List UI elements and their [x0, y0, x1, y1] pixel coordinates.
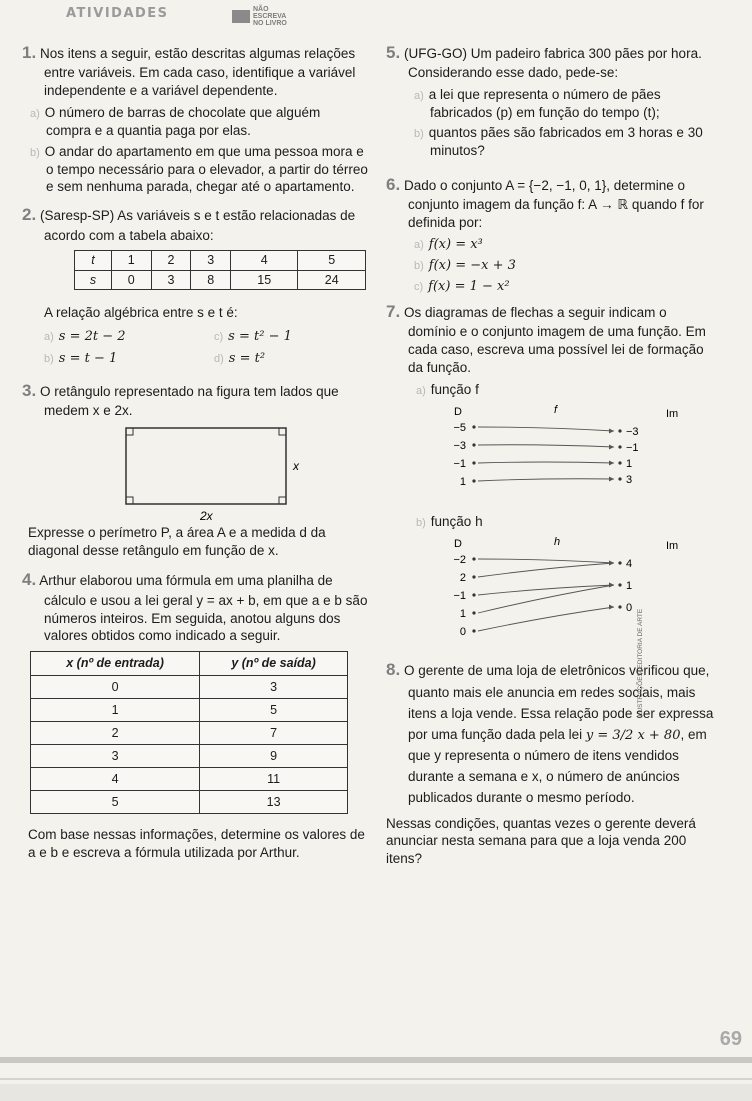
image-value: 3 — [626, 473, 633, 486]
domain-value: −2 — [453, 553, 466, 566]
domain-label: D — [454, 537, 462, 550]
table-row — [31, 790, 348, 813]
image-value: 4 — [626, 557, 633, 570]
question-5 — [386, 42, 714, 82]
function-item: a) f(x) = x³ — [414, 236, 483, 252]
image-value: −1 — [626, 441, 639, 454]
table-cell: 2 — [151, 251, 191, 271]
image-value: 1 — [626, 579, 633, 592]
q4-question: Com base nessas informações, determine os valores de a e b e escreva a fórmula utilizada por Arthur. — [28, 826, 365, 860]
footer-line — [0, 1078, 752, 1080]
right-angle-mark — [126, 428, 133, 435]
mapping-arrow — [478, 444, 614, 446]
domain-dot — [472, 479, 475, 482]
rectangle-figure — [90, 422, 350, 522]
table-cell: 7 — [200, 721, 348, 744]
image-label: Im — [666, 407, 679, 420]
option-item: c) s = t² − 1 — [214, 329, 292, 345]
question-number: 6. — [386, 174, 401, 194]
image-value: 0 — [626, 601, 633, 614]
arrow-head — [609, 476, 614, 481]
domain-value: −5 — [453, 421, 466, 434]
table-cell: 0 — [31, 675, 200, 698]
question-number: 5. — [386, 43, 401, 62]
table-cell: 5 — [31, 790, 200, 813]
table-cell: 4 — [31, 767, 200, 790]
domain-dot — [472, 629, 475, 632]
table-cell: 9 — [200, 744, 348, 767]
table-row — [31, 744, 348, 767]
arrow-head — [609, 428, 614, 433]
domain-dot — [472, 593, 475, 596]
question-2 — [22, 204, 368, 244]
domain-value: 1 — [459, 475, 466, 488]
question-3 — [22, 380, 368, 420]
table-cell: s — [75, 270, 112, 290]
question-number: 8. — [386, 659, 401, 679]
no-write-badge: NÃO ESCREVA NO LIVRO — [232, 6, 287, 27]
domain-value: 2 — [459, 571, 466, 584]
domain-label: D — [454, 405, 462, 418]
right-column — [386, 42, 714, 868]
q3-question: Expresse o perímetro P, a área A e a medida d da diagonal desse retângulo em função de x. — [28, 524, 326, 558]
image-dot — [618, 605, 621, 608]
domain-dot — [472, 425, 475, 428]
table-cell: 3 — [200, 675, 348, 698]
image-dot — [618, 461, 621, 464]
mapping-arrow — [478, 607, 614, 631]
mapping-arrow — [478, 478, 614, 480]
domain-value: −1 — [453, 589, 466, 602]
table-cell: 2 — [31, 721, 200, 744]
item-5b: b) quantos pães são fabricados em 3 horas e 30 minutos? — [414, 124, 703, 158]
option-item: d) s = t² — [214, 351, 266, 367]
q2-question: A relação algébrica entre s e t é: — [44, 305, 238, 321]
right-angle-mark — [126, 497, 133, 504]
table-cell: 0 — [111, 270, 151, 290]
law-expression: y = 3/2 x + 80 — [585, 727, 681, 743]
image-dot — [618, 583, 621, 586]
question-text: (Saresp-SP) As variáveis s e t estão relacionadas de acordo com a tabela abaixo: — [39, 208, 356, 243]
table-cell: 8 — [191, 270, 231, 290]
domain-dot — [472, 443, 475, 446]
mapping-arrow — [478, 563, 614, 577]
table-cell: 5 — [200, 698, 348, 721]
question-text-cont: , em que y representa o número de itens vendidos durante a semana e x, o número de anúncios publicados durante o mesmo período. — [408, 726, 707, 805]
footer-band — [0, 1057, 752, 1063]
st-table — [74, 250, 366, 290]
question-4 — [22, 569, 368, 645]
question-7 — [386, 301, 714, 377]
mapping-arrow — [478, 427, 614, 431]
table-cell: 24 — [298, 270, 366, 290]
arrow-head — [609, 560, 614, 565]
table-cell: 3 — [151, 270, 191, 290]
left-column — [22, 42, 368, 861]
image-value: −3 — [626, 425, 639, 438]
question-text: Dado o conjunto A = {−2, −1, 0, 1}, determine o conjunto imagem da função f: A → ℝ quando f for definida por: — [403, 177, 704, 230]
arrow-head — [609, 604, 614, 609]
mapping-arrow — [478, 462, 614, 463]
table-cell: 1 — [111, 251, 151, 271]
function-label: f — [554, 403, 558, 416]
table-row — [31, 721, 348, 744]
table-cell: 3 — [31, 744, 200, 767]
illustration-credit — [636, 590, 644, 720]
arrow-head — [609, 444, 614, 449]
question-number: 3. — [22, 380, 37, 400]
table-row — [31, 698, 348, 721]
arrow-diagram-f — [444, 401, 694, 511]
arrow-diagram-h — [444, 533, 694, 645]
item-7a: a) função f — [416, 381, 479, 397]
table-cell: 15 — [231, 270, 298, 290]
right-angle-mark — [279, 428, 286, 435]
domain-dot — [472, 557, 475, 560]
image-dot — [618, 561, 621, 564]
question-8 — [386, 657, 714, 809]
table-cell: 11 — [200, 767, 348, 790]
image-label: Im — [666, 539, 679, 552]
table-cell: 1 — [31, 698, 200, 721]
page-number: 69 — [719, 1028, 742, 1050]
table-cell: 3 — [191, 251, 231, 271]
table-header: y (nº de saída) — [200, 652, 348, 676]
q6-items — [414, 235, 714, 295]
svg-text:ILUSTRAÇÕES: EDITORIA DE ARTE: ILUSTRAÇÕES: EDITORIA DE ARTE — [637, 608, 644, 718]
function-item: c) f(x) = 1 − x² — [414, 278, 510, 294]
right-angle-mark — [279, 497, 286, 504]
section-title: ATIVIDADES — [66, 6, 169, 21]
question-1 — [22, 42, 368, 100]
question-number: 7. — [386, 302, 401, 322]
question-number: 4. — [22, 570, 37, 590]
question-number: 1. — [22, 43, 37, 62]
domain-dot — [472, 575, 475, 578]
table-cell: 4 — [231, 251, 298, 271]
q8-question: Nessas condições, quantas vezes o gerente deverá anunciar nesta semana para que a loja venda 200 itens? — [386, 815, 696, 867]
image-value: 1 — [626, 457, 633, 470]
domain-value: −1 — [453, 457, 466, 470]
base-label: 2x — [200, 508, 213, 522]
image-dot — [618, 477, 621, 480]
question-text: Nos itens a seguir, estão descritas algumas relações entre variáveis. Em cada caso, identifique a variável independente e a variável dependente. — [39, 46, 356, 99]
rectangle — [126, 428, 286, 504]
mapping-arrow — [478, 559, 614, 563]
table-row — [31, 767, 348, 790]
table-header: x (nº de entrada) — [31, 652, 200, 676]
q2-options — [44, 327, 368, 367]
item-1b: b) O andar do apartamento em que uma pessoa mora e o tempo necessário para o elevador, a partir do térreo e sem nenhuma parada, chegar até o apartamento. — [30, 143, 368, 195]
image-dot — [618, 445, 621, 448]
side-label: x — [293, 458, 299, 473]
question-text: O gerente de uma loja de eletrônicos verificou que, quanto mais ele anuncia em redes sociais, mais itens a loja vende. Essa relação pode ser expressa por uma função dada pela lei — [403, 662, 714, 742]
question-text: Os diagramas de flechas a seguir indicam o domínio e o conjunto imagem de uma função. Em cada caso, escreva uma possível lei de formação da função. — [403, 305, 706, 376]
table-row — [31, 675, 348, 698]
option-item: a) s = 2t − 2 — [44, 329, 126, 345]
domain-dot — [472, 461, 475, 464]
question-6 — [386, 174, 714, 232]
arrow-head — [609, 460, 614, 465]
option-item: b) s = t − 1 — [44, 351, 118, 367]
table-cell: 5 — [298, 251, 366, 271]
question-text: Arthur elaborou uma fórmula em uma planilha de cálculo e usou a lei geral y = ax + b, em que a e b são números inteiros. Em seguida, anotou alguns dos valores obtidos como indicado a seguir. — [39, 573, 368, 644]
domain-value: 1 — [459, 607, 466, 620]
function-item: b) f(x) = −x + 3 — [414, 257, 516, 273]
question-text: (UFG-GO) Um padeiro fabrica 300 pães por hora. Considerando esse dado, pede-se: — [403, 46, 702, 81]
table-cell: 13 — [200, 790, 348, 813]
question-number: 2. — [22, 205, 37, 225]
arrow-head — [609, 582, 614, 587]
item-5a: a) a lei que representa o número de pães fabricados (p) em função do tempo (t); — [414, 87, 661, 121]
table-cell: t — [75, 251, 112, 271]
mapping-arrow — [478, 585, 614, 595]
domain-value: −3 — [453, 439, 466, 452]
domain-value: 0 — [459, 625, 466, 638]
item-7b: b) função h — [416, 513, 483, 529]
xy-table — [30, 651, 348, 814]
item-1a: a) O número de barras de chocolate que alguém compra e a quantia paga por elas. — [30, 105, 321, 138]
function-label: h — [554, 535, 561, 548]
image-dot — [618, 429, 621, 432]
domain-dot — [472, 611, 475, 614]
footer-strip — [0, 1084, 752, 1101]
question-text: O retângulo representado na figura tem lados que medem x e 2x. — [39, 383, 339, 418]
pencil-icon — [232, 10, 250, 23]
